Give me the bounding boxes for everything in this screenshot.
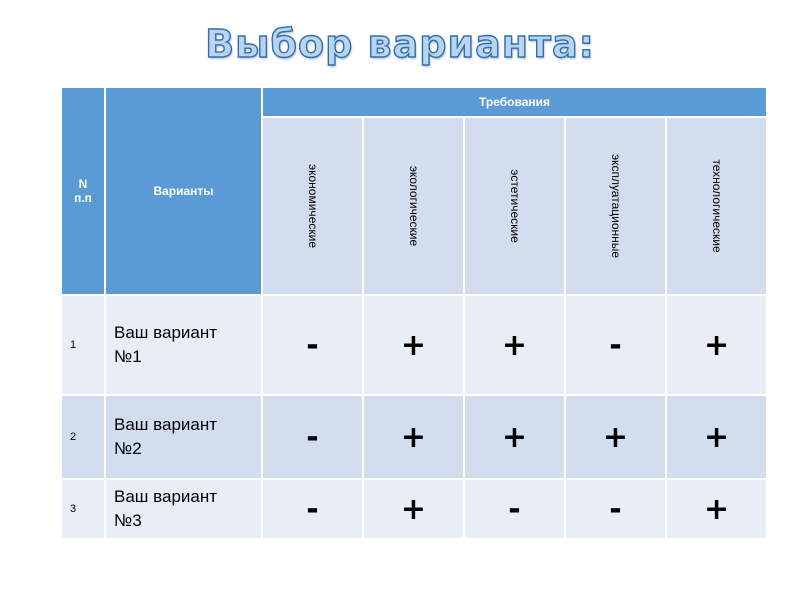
table-row (61, 295, 767, 395)
mark-cell: + (363, 479, 464, 539)
mark-cell: - (262, 295, 363, 395)
mark-cell: - (565, 479, 666, 539)
req-header-ecological (363, 117, 464, 295)
mark-cell: + (464, 295, 565, 395)
req-label-economic: экономические (305, 164, 320, 248)
group-header-requirements: Требования (262, 87, 767, 117)
variant-name-line2: №3 (114, 511, 142, 530)
req-label-operational: эксплуатационные (608, 153, 623, 259)
req-label-ecological: экологические (406, 165, 421, 247)
col-num-header-line2: п.п (74, 191, 92, 205)
row-number: 3 (61, 479, 105, 539)
req-label-technological: технологические (709, 159, 724, 253)
variant-name (105, 395, 262, 479)
variant-name-line2: №2 (114, 439, 142, 458)
slide-title: Выбор варианта: (205, 22, 595, 66)
mark-cell: + (666, 395, 767, 479)
mark-cell: - (262, 479, 363, 539)
row-number: 2 (61, 395, 105, 479)
req-header-economic (262, 117, 363, 295)
mark-cell: - (262, 395, 363, 479)
req-header-technological (666, 117, 767, 295)
table-row (61, 395, 767, 479)
mark-cell: - (464, 479, 565, 539)
table-row (61, 479, 767, 539)
req-header-aesthetic (464, 117, 565, 295)
mark-cell: + (565, 395, 666, 479)
variant-name-line1: Ваш вариант (114, 415, 218, 434)
col-num-header (61, 87, 105, 295)
mark-cell: + (363, 295, 464, 395)
req-header-operational (565, 117, 666, 295)
variant-name (105, 479, 262, 539)
mark-cell: - (565, 295, 666, 395)
req-label-aesthetic: эстетические (507, 169, 522, 243)
mark-cell: + (666, 479, 767, 539)
mark-cell: + (666, 295, 767, 395)
variant-name-line2: №1 (114, 347, 142, 366)
requirements-table (60, 86, 768, 540)
variant-name-line1: Ваш вариант (114, 487, 218, 506)
mark-cell: + (363, 395, 464, 479)
variant-name-line1: Ваш вариант (114, 323, 218, 342)
variant-name (105, 295, 262, 395)
col-num-header-line1: N (78, 177, 88, 191)
header-row-top (61, 87, 767, 117)
col-variant-header: Варианты (105, 87, 262, 295)
mark-cell: + (464, 395, 565, 479)
row-number: 1 (61, 295, 105, 395)
